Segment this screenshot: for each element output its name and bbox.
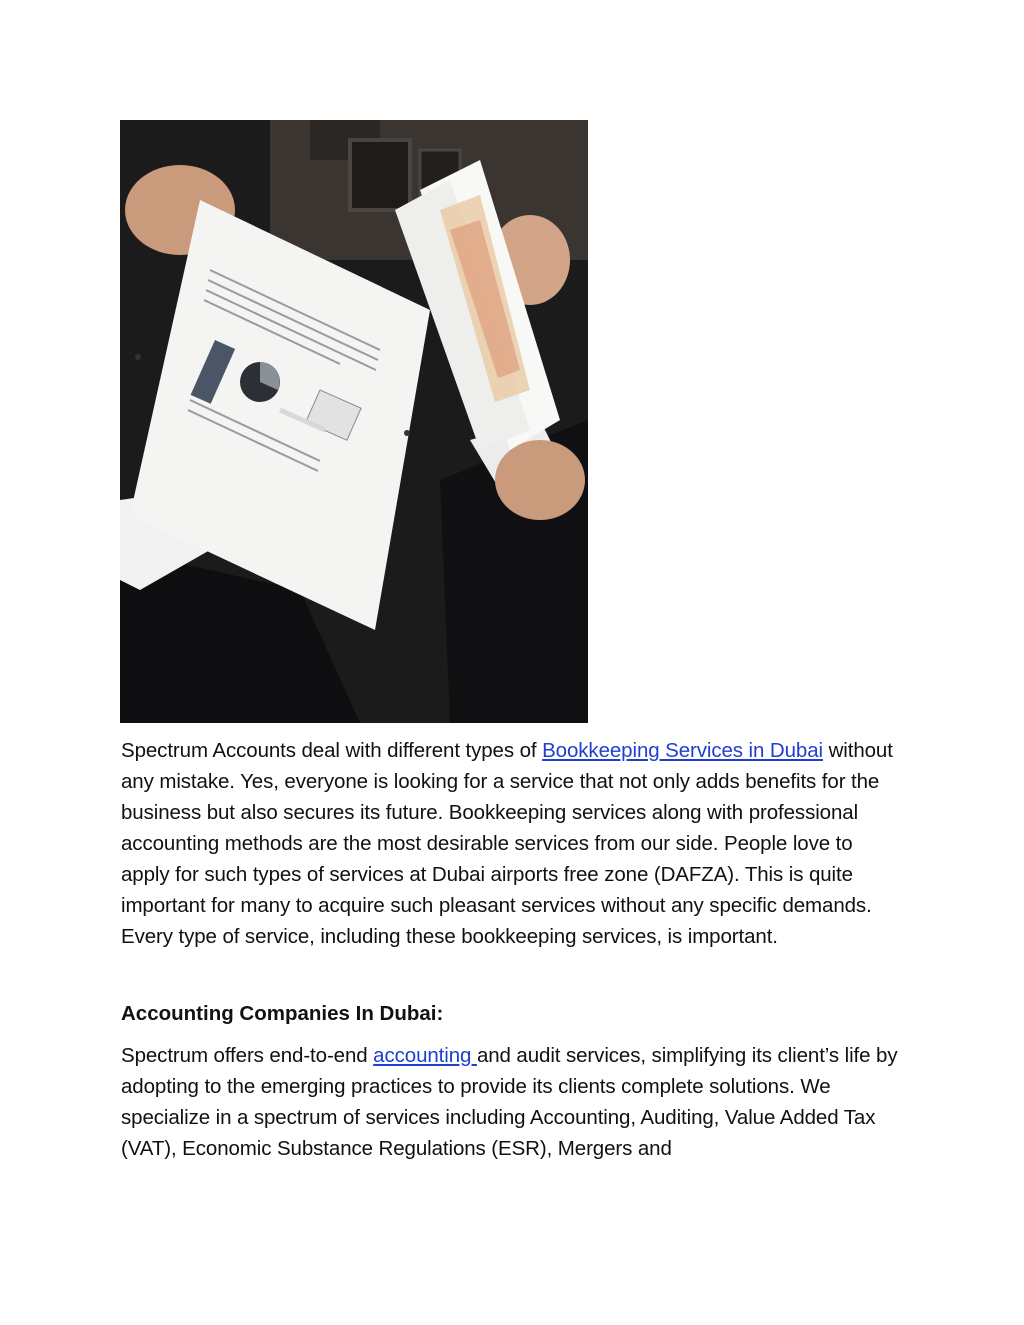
accounting-link[interactable]: accounting [373,1044,477,1067]
intro-text-end: without any mistake. Yes, everyone is looking for a service that not only adds benefits for the business but also secures its future. Bookkeeping services along with professional accounting methods are the most desirable services from our side. People love to apply for such types of services at Dubai airports free zone (DAFZA). This is quite important for many to acquire such pleasant services without any specific demands. Every type of service, including these bookkeeping services, is important. [121,739,893,948]
accounting-text-end: and audit services, simplifying its client’s life by adopting to the emerging practices to provide its clients complete solutions. We specialize in a spectrum of services including Accounting, Auditing, Value Added Tax (VAT), Economic Substance Regulations (ESR), Mergers and [121,1044,898,1160]
section-heading: Accounting Companies In Dubai: [121,1002,444,1025]
business-documents-photo [120,120,588,723]
intro-paragraph [121,735,901,952]
intro-text-start: Spectrum Accounts deal with different types of [121,739,543,762]
accounting-text-start: Spectrum offers end-to-end [121,1044,374,1067]
bookkeeping-services-link[interactable]: Bookkeeping Services in Dubai [542,739,823,762]
accounting-paragraph [121,1040,901,1164]
